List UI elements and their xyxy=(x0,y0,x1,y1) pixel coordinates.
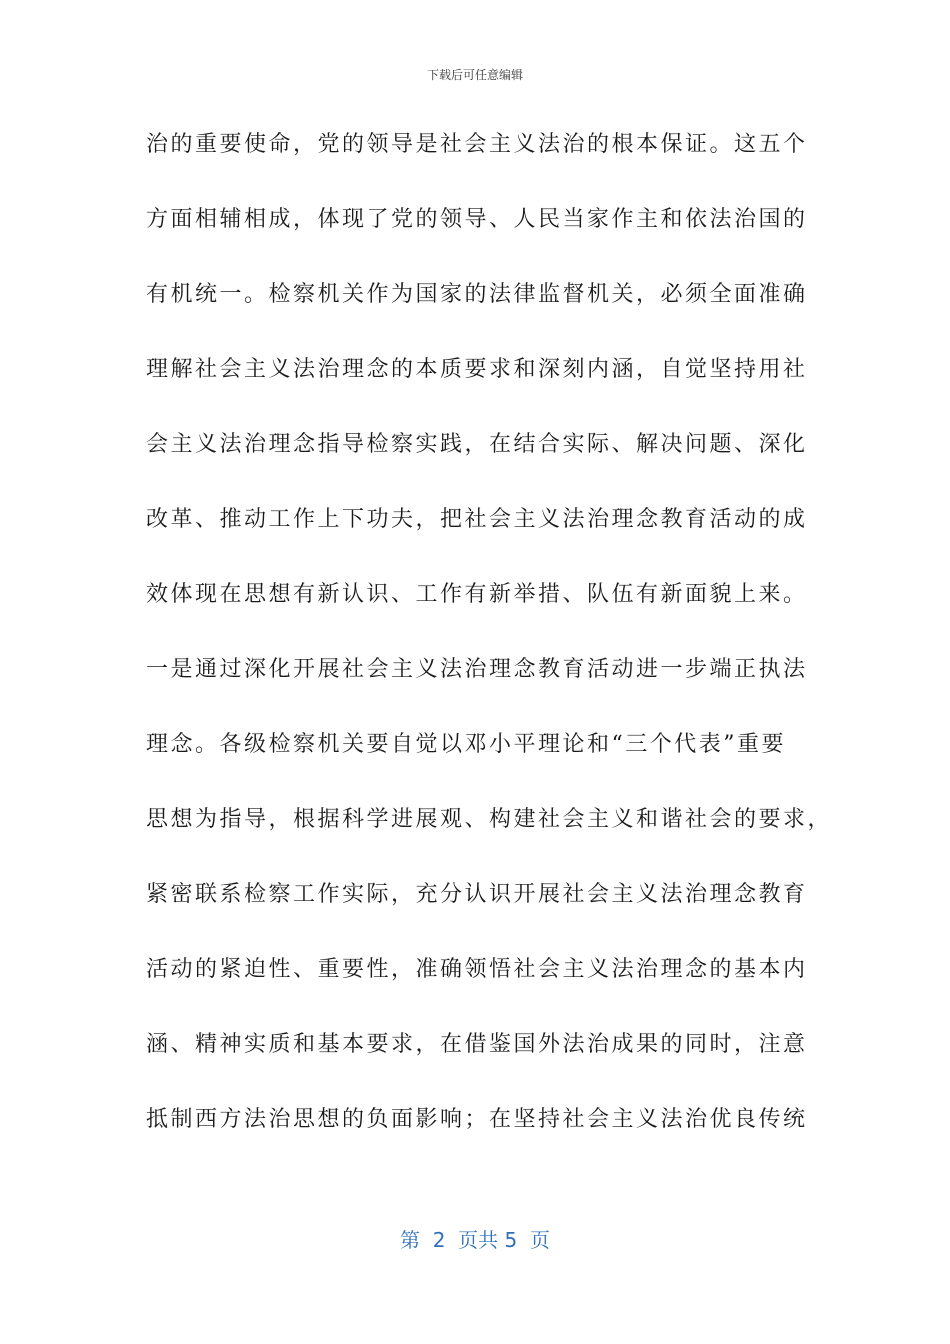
body-line: 理解社会主义法治理念的本质要求和深刻内涵，自觉坚持用社 xyxy=(146,357,808,382)
body-line: 抵制西方法治思想的负面影响；在坚持社会主义法治优良传统 xyxy=(146,1107,808,1132)
body-line: 会主义法治理念指导检察实践，在结合实际、解决问题、深化 xyxy=(146,432,808,457)
document-body xyxy=(146,120,833,1170)
header-note: 下载后可任意编辑 xyxy=(426,68,523,82)
body-line: 理念。各级检察机关要自觉以邓小平理论和“三个代表”重要 xyxy=(146,732,786,757)
body-line: 紧密联系检察工作实际，充分认识开展社会主义法治理念教育 xyxy=(146,882,808,907)
body-line: 改革、推动工作上下功夫，把社会主义法治理念教育活动的成 xyxy=(146,507,808,532)
body-line: 涵、精神实质和基本要求，在借鉴国外法治成果的同时，注意 xyxy=(146,1032,808,1057)
body-line: 有机统一。检察机关作为国家的法律监督机关，必须全面准确 xyxy=(146,282,808,307)
page-number-footer: 第 2 页共 5 页 xyxy=(400,1228,550,1252)
body-line: 方面相辅相成，体现了党的领导、人民当家作主和依法治国的 xyxy=(146,207,808,232)
body-line: 活动的紧迫性、重要性，准确领悟社会主义法治理念的基本内 xyxy=(146,957,808,982)
body-line: 治的重要使命，党的领导是社会主义法治的根本保证。这五个 xyxy=(146,132,808,157)
body-line: 思想为指导，根据科学进展观、构建社会主义和谐社会的要求， xyxy=(146,807,833,832)
body-line: 效体现在思想有新认识、工作有新举措、队伍有新面貌上来。 xyxy=(146,582,808,607)
body-line: 一是通过深化开展社会主义法治理念教育活动进一步端正执法 xyxy=(146,657,808,682)
